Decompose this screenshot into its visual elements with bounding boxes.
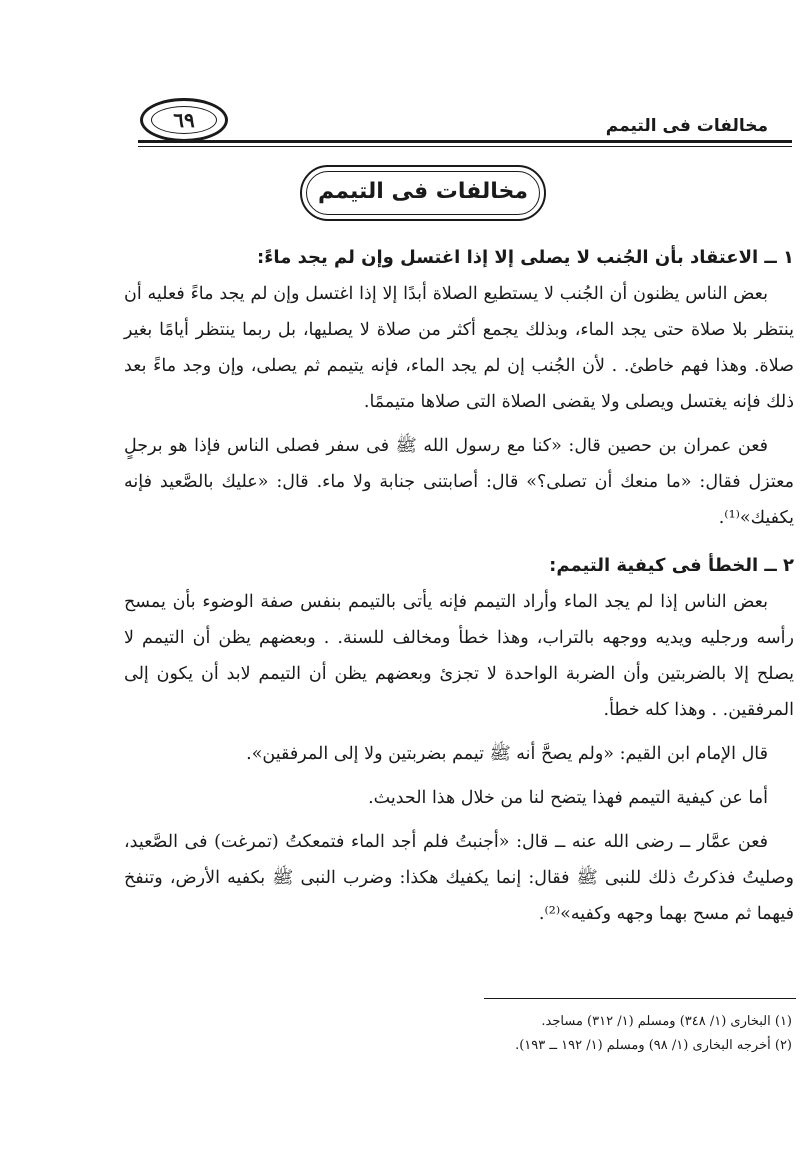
footnote: (٢) أخرجه البخارى (١/ ٩٨) ومسلم (١/ ١٩٢ ــ ١٩٣). — [515, 1038, 792, 1053]
paragraph: بعض الناس يظنون أن الجُنب لا يستطيع الصلاة أبدًا إلا إذا اغتسل وإن لم يجد ماءً فعليه أن ينتظر بلا صلاة حتى يجد الماء، وبذلك يجمع أكثر من صلاة لا يصليها، بل ربما ينتظر أيامًا بغير صلاة. وهذا فهم خاطئ. . لأن الجُنب إن لم يجد الماء، فإنه يتيمم ثم يصلى، وإن وجد ماءً بعد ذلك فإنه يغتسل ويصلى ولا يقضى الصلاة التى صلاها متيممًا. — [124, 284, 794, 412]
paragraph: بعض الناس إذا لم يجد الماء وأراد التيمم فإنه يأتى بالتيمم بنفس صفة الوضوء بأن يمسح رأسه ورجليه ويديه ووجهه بالتراب، وهذا خطأ ومخالف للسنة. . وبعضهم يظن أن التيمم لا يصلح إلا بالضربتين وأن الضربة الواحدة لا تجزئ وبعضهم يظن أن التيمم لابد أن يكون إلى المرفقين. . وهذا كله خطأ. — [124, 592, 794, 720]
header-rule-thick — [138, 140, 792, 143]
footnote: (١) البخارى (١/ ٣٤٨) ومسلم (١/ ٣١٢) مساجد. — [541, 1014, 792, 1029]
footnote-separator — [484, 998, 796, 999]
chapter-title: مخالفات فى التيمم — [318, 179, 528, 204]
paragraph: أما عن كيفية التيمم فهذا يتضح لنا من خلال هذا الحديث. — [368, 788, 768, 808]
page-number-badge — [140, 98, 228, 142]
header-rule-thin — [138, 146, 792, 147]
chapter-title-frame — [300, 165, 546, 221]
section-heading: ٢ ــ الخطأ فى كيفية التيمم: — [549, 555, 794, 576]
running-header-title: مخالفات فى التيمم — [605, 116, 768, 136]
paragraph: فعن عمران بن حصين قال: «كنا مع رسول الله ﷺ فى سفر فصلى الناس فإذا هو برجلٍ معتزل فقال: «ما منعك أن تصلى؟» قال: أصابتنى جنابة ولا ماء. قال: «عليك بالصَّعيد فإنه يكفيك»⁽¹⁾. — [124, 436, 794, 528]
page-number: ٦٩ — [173, 108, 195, 132]
body-text — [124, 240, 794, 932]
paragraph: فعن عمَّار ــ رضى الله عنه ــ قال: «أجنبتُ فلم أجد الماء فتمعكتُ (تمرغت) فى الصَّعيد، وصليتُ فذكرتُ ذلك للنبى ﷺ فقال: إنما يكفيك هكذا: وضرب النبى ﷺ بكفيه الأرض، وتنفخ فيهما ثم مسح بهما وجهه وكفيه»⁽²⁾. — [124, 832, 794, 924]
footnotes — [300, 1010, 792, 1058]
section-heading: ١ ــ الاعتقاد بأن الجُنب لا يصلى إلا إذا اغتسل وإن لم يجد ماءً: — [257, 247, 794, 268]
paragraph: قال الإمام ابن القيم: «ولم يصحَّ أنه ﷺ تيمم بضربتين ولا إلى المرفقين». — [246, 744, 768, 764]
